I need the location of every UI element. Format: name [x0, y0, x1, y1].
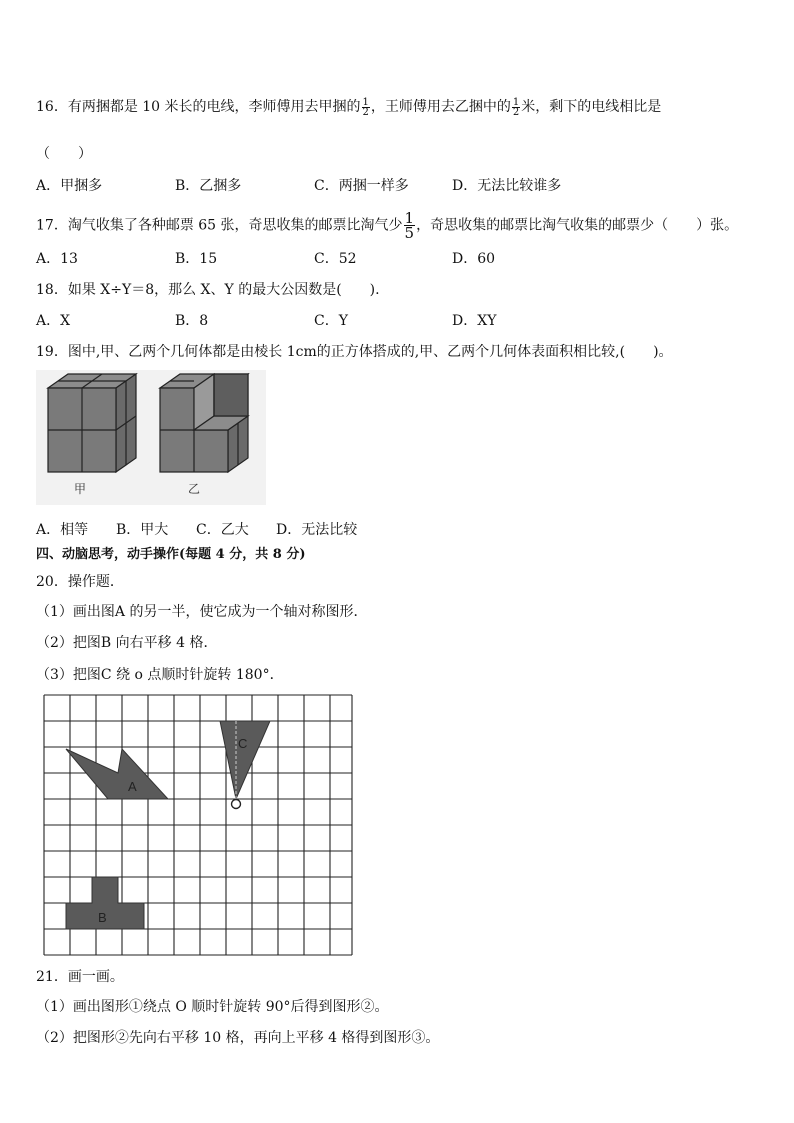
q20-item-3: （3）把图C 绕 o 点顺时针旋转 180°．: [36, 667, 284, 683]
q19-stem: 19．图中,甲、乙两个几何体都是由棱长 1cm的正方体搭成的,甲、乙两个几何体表面积相比较,( )。: [36, 344, 673, 360]
q18-stem: 18．如果 X÷Y＝8，那么 X、Y 的最大公因数是( ).: [36, 282, 380, 298]
q17-option-c[interactable]: C．52: [314, 251, 357, 267]
q18-option-a[interactable]: A．X: [36, 313, 71, 329]
q19-solids-figure: [36, 370, 266, 505]
shape-c: [220, 721, 270, 799]
q16-option-c[interactable]: C．两捆一样多: [314, 178, 409, 194]
q16-text-b: ，王师傅用去乙捆中的: [370, 99, 511, 115]
label-b: B: [98, 910, 107, 925]
q21-item-2: （2）把图形②先向右平移 10 格，再向上平移 4 格得到图形③。: [36, 1030, 440, 1046]
q17-text-a: 17．淘气收集了各种邮票 65 张，奇思收集的邮票比淘气少: [36, 217, 403, 234]
q19-option-b[interactable]: B．甲大: [116, 522, 169, 538]
q16-option-d[interactable]: D．无法比较谁多: [452, 178, 562, 194]
q20-title: 20．操作题．: [36, 574, 124, 590]
q16-option-b[interactable]: B．乙捆多: [175, 178, 242, 194]
q16-option-a[interactable]: A．甲捆多: [36, 178, 103, 194]
shape-a: [66, 749, 168, 799]
label-yi: 乙: [187, 482, 201, 496]
q17-stem: [36, 211, 738, 240]
solid-jia: [48, 374, 136, 472]
q16-text-a: 16．有两捆都是 10 米长的电线，李师傅用去甲捆的: [36, 99, 361, 115]
label-a: A: [128, 779, 137, 794]
q17-option-d[interactable]: D．60: [452, 251, 496, 267]
q16-text-c: 米，剩下的电线相比是: [521, 99, 662, 115]
q18-option-c[interactable]: C．Y: [314, 313, 348, 329]
q18-option-d[interactable]: D．XY: [452, 313, 497, 329]
q21-title: 21．画一画。: [36, 969, 124, 985]
q16-answer-paren: （ ）: [36, 146, 92, 162]
label-c: C: [238, 736, 248, 751]
q16-stem: [36, 97, 661, 117]
label-jia: 甲: [73, 482, 87, 496]
q17-option-a[interactable]: A．13: [36, 251, 78, 267]
q17-text-b: ，奇思收集的邮票比淘气收集的邮票少（ ）张。: [416, 217, 739, 234]
q19-option-a[interactable]: A．相等: [36, 522, 89, 538]
q17-option-b[interactable]: B．15: [175, 251, 218, 267]
q20-grid-figure: [40, 692, 358, 960]
q16-fraction-2: $\frac{1}{2}$: [512, 96, 520, 118]
q19-option-c[interactable]: C．乙大: [196, 522, 249, 538]
q18-option-b[interactable]: B．8: [175, 313, 209, 329]
q20-item-2: （2）把图B 向右平移 4 格．: [36, 635, 218, 651]
rotation-point-o: [232, 800, 241, 809]
q20-item-1: （1）画出图A 的另一半，使它成为一个轴对称图形．: [36, 604, 368, 620]
section-4-title: 四、动脑思考，动手操作(每题 4 分，共 8 分): [36, 547, 306, 562]
q17-fraction: $\frac{1}{5}$: [404, 209, 415, 242]
q19-option-d[interactable]: D．无法比较: [276, 522, 358, 538]
q21-item-1: （1）画出图形①绕点 O 顺时针旋转 90°后得到图形②。: [36, 999, 389, 1015]
q16-fraction-1: $\frac{1}{2}$: [362, 96, 369, 118]
solid-yi: [160, 374, 248, 472]
